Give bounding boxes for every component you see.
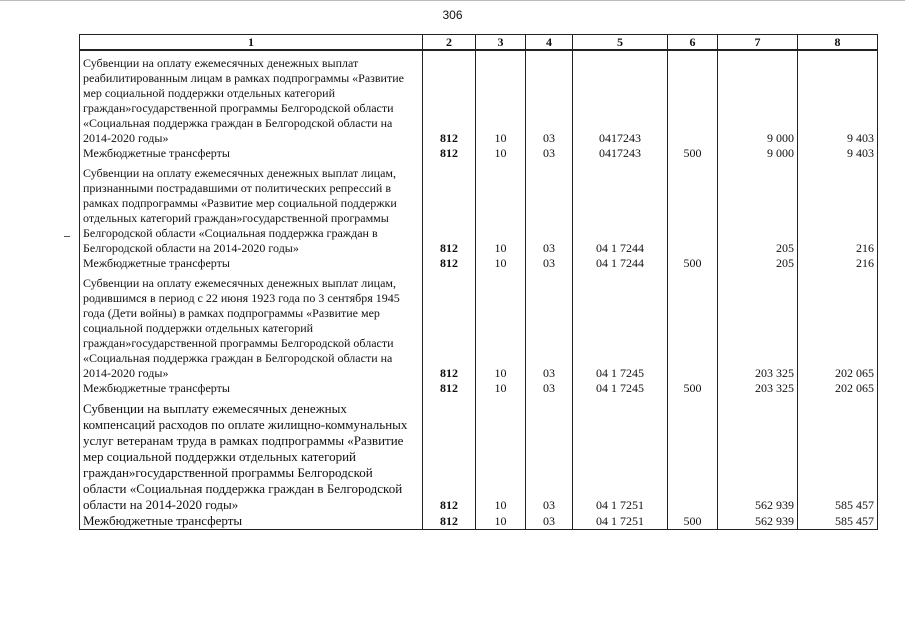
cell-rz: 10 [476,256,526,271]
cell-year1: 562 939 [718,396,798,513]
cell-pr: 03 [526,271,573,381]
cell-pr: 03 [526,50,573,146]
cell-ved: 812 [423,161,476,256]
cell-csr: 0417243 [573,146,668,161]
row-description: Межбюджетные трансферты [80,381,423,396]
cell-year2: 9 403 [798,50,878,146]
cell-rz: 10 [476,146,526,161]
row-description: Субвенции на оплату ежемесячных денежных выплат лицам, родившимся в период с 22 июня 1923 года по 3 сентября 1945 года (Дети войны) в рамках подпрограммы «Развитие мер социальной поддержки отдельных категорий граждан»государственной программы Белгородской области «Социальная поддержка граждан в Белгородской области на 2014-2020 годы» [80,271,423,381]
cell-year1: 562 939 [718,513,798,530]
cell-year2: 585 457 [798,513,878,530]
cell-csr: 04 1 7251 [573,513,668,530]
table-row [80,256,878,271]
cell-pr: 03 [526,396,573,513]
header-col-1: 1 [80,35,423,51]
row-description: Межбюджетные трансферты [80,146,423,161]
cell-rz: 10 [476,161,526,256]
cell-rz: 10 [476,513,526,530]
cell-year1: 203 325 [718,381,798,396]
cell-csr: 04 1 7244 [573,161,668,256]
row-description: Субвенции на оплату ежемесячных денежных выплат реабилитированным лицам в рамках подпрограммы «Развитие мер социальной поддержки отдельных категорий граждан»государственной программы Белгородской области «Социальная поддержка граждан в Белгородской области на 2014-2020 годы» [80,50,423,146]
header-col-2: 2 [423,35,476,51]
header-row [80,35,878,51]
table-row [80,50,878,146]
cell-vr: 500 [668,256,718,271]
cell-year1: 205 [718,161,798,256]
cell-vr: 500 [668,146,718,161]
cell-year1: 9 000 [718,146,798,161]
cell-rz: 10 [476,50,526,146]
table-row [80,271,878,381]
cell-rz: 10 [476,381,526,396]
cell-year2: 216 [798,161,878,256]
cell-ved: 812 [423,381,476,396]
cell-pr: 03 [526,513,573,530]
cell-rz: 10 [476,396,526,513]
header-col-6: 6 [668,35,718,51]
cell-csr: 04 1 7245 [573,271,668,381]
header-col-3: 3 [476,35,526,51]
row-description: Межбюджетные трансферты [80,256,423,271]
cell-ved: 812 [423,50,476,146]
page-number: 306 [442,8,463,22]
cell-year2: 202 065 [798,381,878,396]
header-col-7: 7 [718,35,798,51]
cell-ved: 812 [423,256,476,271]
cell-vr [668,161,718,256]
table-row [80,146,878,161]
cell-year2: 585 457 [798,396,878,513]
cell-csr: 04 1 7251 [573,396,668,513]
cell-csr: 0417243 [573,50,668,146]
cell-vr [668,271,718,381]
table-row [80,396,878,513]
header-col-4: 4 [526,35,573,51]
row-description: Межбюджетные трансферты [80,513,423,530]
cell-pr: 03 [526,381,573,396]
cell-pr: 03 [526,256,573,271]
cell-ved: 812 [423,271,476,381]
cell-csr: 04 1 7245 [573,381,668,396]
cell-vr [668,396,718,513]
budget-table [79,34,878,530]
cell-year1: 203 325 [718,271,798,381]
cell-year2: 9 403 [798,146,878,161]
cell-ved: 812 [423,146,476,161]
cell-rz: 10 [476,271,526,381]
table-row [80,513,878,530]
cell-vr [668,50,718,146]
cell-csr: 04 1 7244 [573,256,668,271]
cell-year2: 216 [798,256,878,271]
cell-vr: 500 [668,381,718,396]
cell-pr: 03 [526,161,573,256]
row-description: Субвенции на оплату ежемесячных денежных выплат лицам, признанными пострадавшими от политических репрессий в рамках подпрограммы «Развитие мер социальной поддержки отдельных категорий граждан»государственной программы Белгородской области «Социальная поддержка граждан в Белгородской области на 2014-2020 годы» [80,161,423,256]
margin-mark [64,236,70,237]
row-description: Субвенции на выплату ежемесячных денежных компенсаций расходов по оплате жилищно-коммунальных услуг ветеранам труда в рамках подпрограммы «Развитие мер социальной поддержки отдельных категорий граждан»государственной программы Белгородской области «Социальная поддержка граждан в Белгородской области на 2014-2020 годы» [80,396,423,513]
table-row [80,161,878,256]
header-col-8: 8 [798,35,878,51]
cell-year2: 202 065 [798,271,878,381]
cell-year1: 9 000 [718,50,798,146]
table-row [80,381,878,396]
header-col-5: 5 [573,35,668,51]
cell-pr: 03 [526,146,573,161]
top-rule [0,0,905,1]
cell-ved: 812 [423,513,476,530]
cell-vr: 500 [668,513,718,530]
cell-ved: 812 [423,396,476,513]
cell-year1: 205 [718,256,798,271]
